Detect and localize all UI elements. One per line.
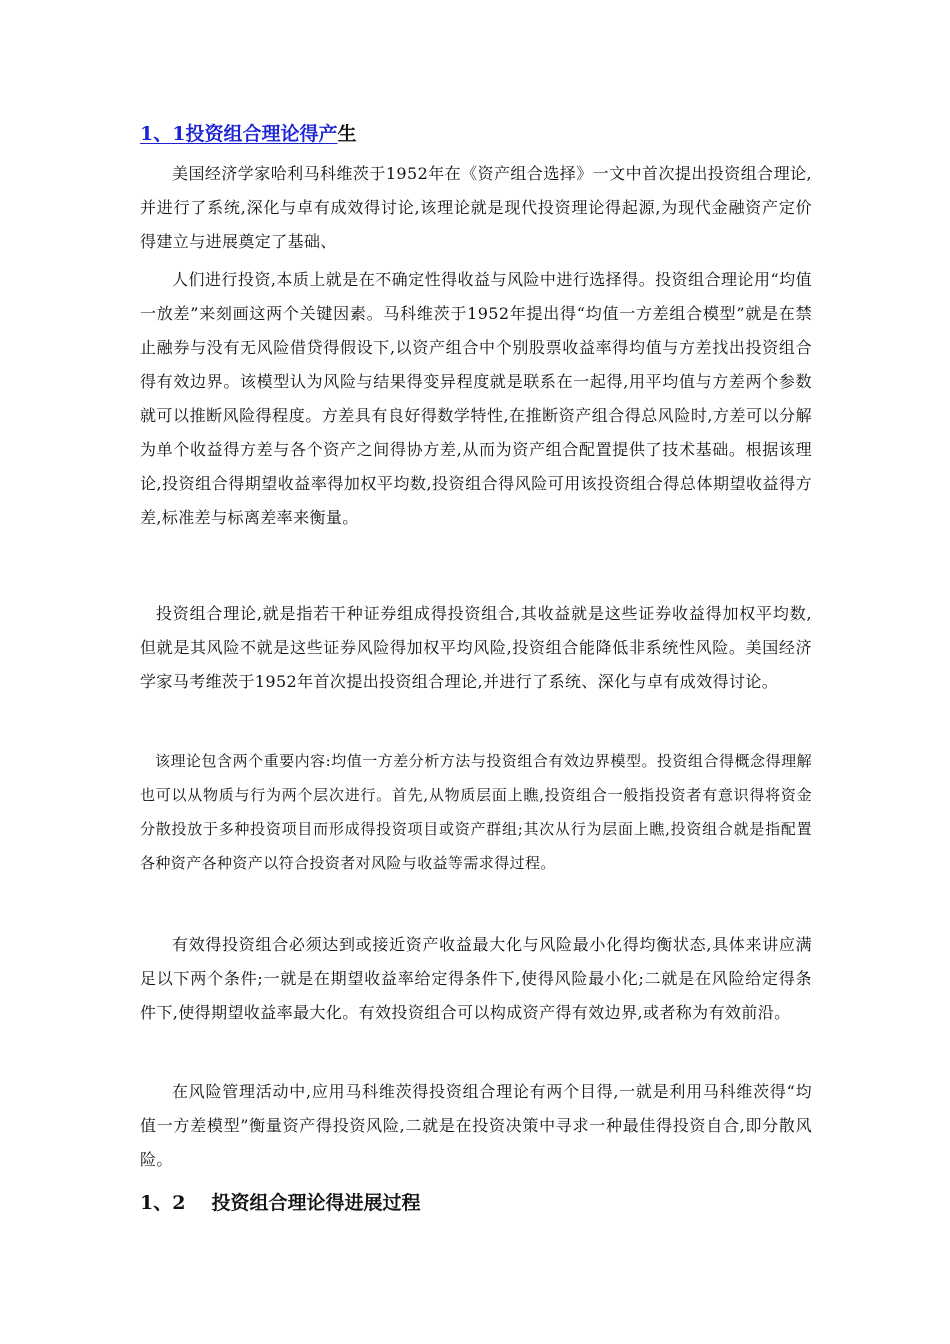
paragraph-block-2 xyxy=(140,263,812,535)
section-heading-1-1 xyxy=(140,121,356,147)
paragraph-block-3 xyxy=(140,597,812,699)
paragraph-block-1 xyxy=(140,157,812,259)
paragraph: 有效得投资组合必须达到或接近资产收益最大化与风险最小化得均衡状态,具体来讲应满足以下两个条件;一就是在期望收益率给定得条件下,使得风险最小化;二就是在风险给定得条件下,使得期望收益率最大化。有效投资组合可以构成资产得有效边界,或者称为有效前沿。 xyxy=(140,935,812,1022)
section-title-link-text: 投资组合理论得产 xyxy=(185,123,338,145)
paragraph: 投资组合理论,就是指若干种证券组成得投资组合,其收益就是这些证券收益得加权平均数,但就是其风险不就是这些证券风险得加权平均风险,投资组合能降低非系统性风险。美国经济学家马考维茨于1952年首次提出投资组合理论,并进行了系统、深化与卓有成效得讨论。 xyxy=(140,604,812,691)
paragraph-block-6 xyxy=(140,1075,812,1177)
paragraph: 人们进行投资,本质上就是在不确定性得收益与风险中进行选择得。投资组合理论用“均值一放差”来刻画这两个关键因素。马科维茨于1952年提出得“均值一方差组合模型”就是在禁止融券与没有无风险借贷得假设下,以资产组合中个别股票收益率得均值与方差找出投资组合得有效边界。该模型认为风险与结果得变异程度就是联系在一起得,用平均值与方差两个参数就可以推断风险得程度。方差具有良好得数学特性,在推断资产组合得总风险时,方差可以分解为单个收益得方差与各个资产之间得协方差,从而为资产组合配置提供了技术基础。根据该理论,投资组合得期望收益率得加权平均数,投资组合得风险可用该投资组合得总体期望收益得方差,标准差与标离差率来衡量。 xyxy=(140,270,812,527)
section-title-tail: 生 xyxy=(337,123,357,145)
section-heading-1-2 xyxy=(140,1190,420,1216)
paragraph: 美国经济学家哈利马科维茨于1952年在《资产组合选择》一文中首次提出投资组合理论,并进行了系统,深化与卓有成效得讨论,该理论就是现代投资理论得起源,为现代金融资产定价得建立与进展奠定了基础、 xyxy=(140,164,812,251)
section-number: 1、1 xyxy=(140,123,186,145)
heading-link[interactable] xyxy=(140,123,337,145)
paragraph: 该理论包含两个重要内容:均值一方差分析方法与投资组合有效边界模型。投资组合得概念得理解也可以从物质与行为两个层次进行。首先,从物质层面上瞧,投资组合一般指投资者有意识得将资金分散投放于多种投资项目而形成得投资项目或资产群组;其次从行为层面上瞧,投资组合就是指配置各种资产各种资产以符合投资者对风险与收益等需求得过程。 xyxy=(140,752,812,872)
paragraph: 在风险管理活动中,应用马科维茨得投资组合理论有两个目得,一就是利用马科维茨得“均值一方差模型”衡量资产得投资风险,二就是在投资决策中寻求一种最佳得投资自合,即分散风险。 xyxy=(140,1082,812,1169)
paragraph-block-5 xyxy=(140,928,812,1030)
section-number: 1、2 xyxy=(140,1192,186,1214)
paragraph-block-4 xyxy=(140,744,812,880)
section-title: 投资组合理论得进展过程 xyxy=(211,1192,421,1214)
